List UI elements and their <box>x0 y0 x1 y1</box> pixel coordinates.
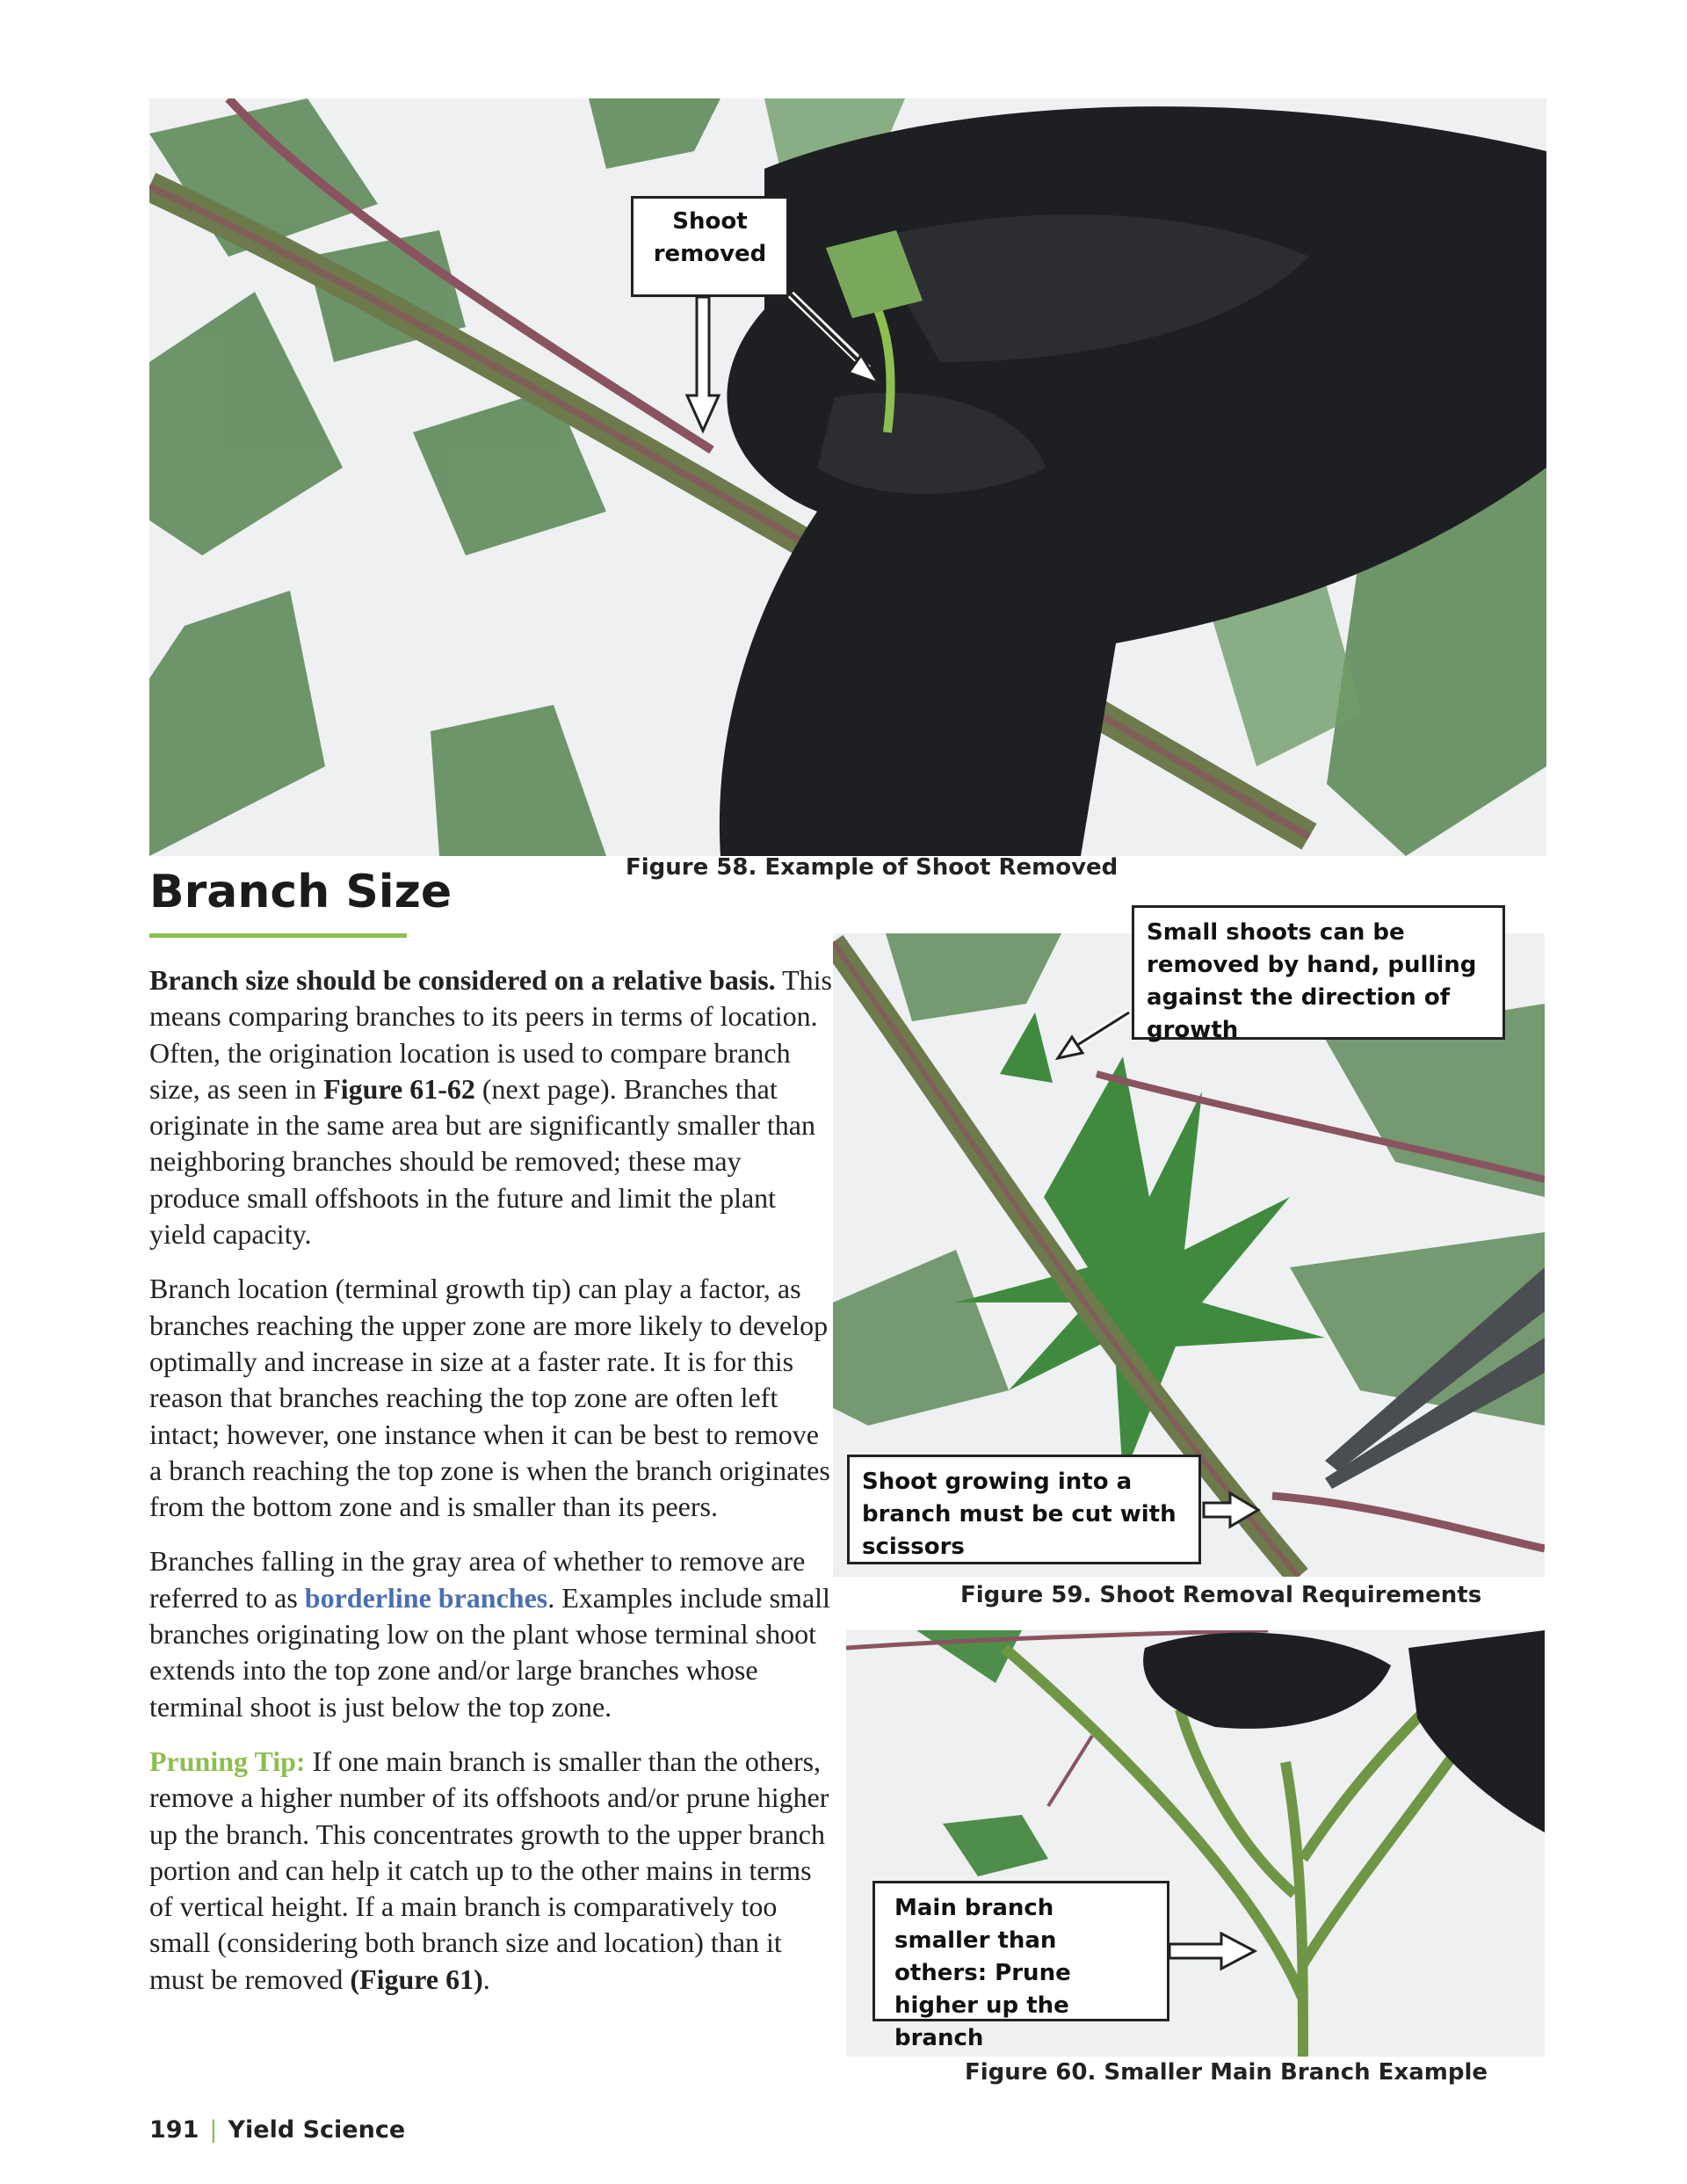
paragraph-3 <box>149 1543 835 1724</box>
figure-58-caption: Figure 58. Example of Shoot Removed <box>626 854 1119 881</box>
section-heading: Branch Size <box>149 866 453 918</box>
pruning-tip-label: Pruning Tip: <box>149 1745 306 1777</box>
body-text <box>149 962 835 2016</box>
paragraph-1-text-b: (next page). Branches that originate in the same area but are significantly smaller than neighboring branches should be removed; these may produce small offshoots in the future and limit the plant yield capacity. <box>149 1072 815 1251</box>
figure-59-caption: Figure 59. Shoot Removal Requirements <box>960 1582 1482 1608</box>
heading-underline <box>149 933 407 938</box>
figure-59-top-callout-text: Small shoots can be removed by hand, pulling against the direction of growth <box>1147 919 1477 1043</box>
figure-61-reference: (Figure 61) <box>350 1963 483 1995</box>
borderline-branches-term: borderline branches <box>304 1581 548 1614</box>
page-number: 191 <box>149 2116 199 2144</box>
page-footer <box>149 2116 405 2144</box>
figure-58-callout-text: Shoot removed <box>653 208 767 267</box>
figure-59-top-callout <box>1132 905 1505 1043</box>
figure-59-bottom-callout <box>847 1455 1201 1564</box>
footer-section-name: Yield Science <box>228 2116 406 2144</box>
paragraph-1-text-a: This means comparing branches to its peers in terms of location. Often, the origination location is used to compare branch size, as seen in <box>149 964 832 1105</box>
paragraph-4-text-b: . <box>482 1963 490 1995</box>
figure-reference: Figure 61-62 <box>323 1072 475 1105</box>
paragraph-1 <box>149 962 835 1252</box>
paragraph-4-text-a: If one main branch is smaller than the others, remove a higher number of its offshoots and/or prune higher up the branch. This concentrates growth to the upper branch portion and can help it catch up to the other mains in terms of vertical height. If a main branch is comparatively too small (considering both branch size and location) than it must be removed <box>149 1745 829 1995</box>
figure-58-callout <box>631 196 789 297</box>
paragraph-1-lead: Branch size should be considered on a relative basis. <box>149 964 776 996</box>
figure-60-callout-text: Main branch smaller than others: Prune higher up the branch <box>894 1895 1071 2051</box>
paragraph-3-text-a: Branches falling in the gray area of whether to remove are referred to as <box>149 1545 806 1614</box>
figure-58-photo <box>149 98 1546 856</box>
paragraph-2: Branch location (terminal growth tip) can play a factor, as branches reaching the upper zone are more likely to develop optimally and increase in size at a faster rate. It is for this reason that branches reaching the top zone are often left intact; however, one instance when it can be best to remove a branch reaching the top zone is when the branch originates from the bottom zone and is smaller than its peers. <box>149 1273 830 1523</box>
paragraph-4 <box>149 1744 835 1998</box>
footer-separator: | <box>209 2116 218 2144</box>
figure-60-caption: Figure 60. Smaller Main Branch Example <box>965 2059 1488 2086</box>
figure-60-callout <box>872 1881 1169 2051</box>
paragraph-3-text-b: . Examples include small branches originating low on the plant whose terminal shoot extends into the top zone and/or large branches whose terminal shoot is just below the top zone. <box>149 1581 830 1723</box>
figure-59-bottom-callout-text: Shoot growing into a branch must be cut with scissors <box>862 1469 1177 1560</box>
